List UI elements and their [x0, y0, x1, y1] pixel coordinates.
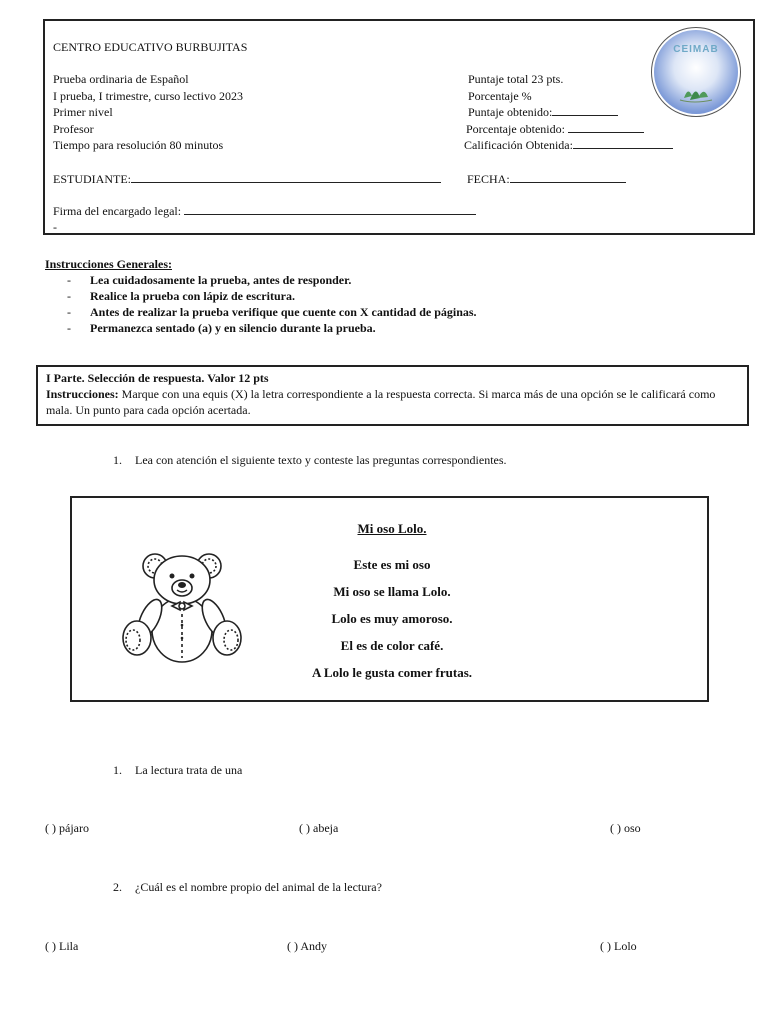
answer-option[interactable]: ( ) Lolo	[600, 939, 637, 953]
instruction-item: - Realice la prueba con lápiz de escritura.	[67, 289, 295, 303]
task-number: 1.	[113, 453, 122, 467]
exam-header	[43, 19, 755, 235]
school-name: CENTRO EDUCATIVO BURBUJITAS	[53, 40, 248, 54]
reading-title: Mi oso Lolo.	[357, 521, 427, 536]
student-label: ESTUDIANTE:	[53, 172, 131, 186]
exam-term: I prueba, I trimestre, curso lectivo 2023	[53, 89, 243, 103]
signature-field[interactable]	[53, 203, 476, 219]
stray-mark: -	[53, 220, 57, 234]
exam-level: Primer nivel	[53, 105, 113, 119]
poem	[242, 498, 542, 700]
task-text: Lea con atención el siguiente texto y conteste las preguntas correspondientes.	[135, 453, 507, 467]
bullet: -	[67, 273, 71, 287]
reading-line: Lolo es muy amoroso.	[331, 611, 453, 626]
answer-option[interactable]: ( ) Andy	[287, 939, 327, 953]
percentage-obtained-field[interactable]	[466, 121, 644, 137]
reading-box	[70, 496, 709, 702]
bullet: -	[67, 321, 71, 335]
instruction-item: - Antes de realizar la prueba verifique que cuente con X cantidad de páginas.	[67, 305, 477, 319]
part-one-instructions-label: Instrucciones:	[46, 387, 119, 401]
instruction-item: - Permanezca sentado (a) y en silencio durante la prueba.	[67, 321, 376, 335]
total-points: Puntaje total 23 pts.	[468, 72, 564, 86]
teddy-bear-icon	[117, 548, 257, 668]
instruction-item: - Lea cuidadosamente la prueba, antes de responder.	[67, 273, 352, 287]
bullet: -	[67, 289, 71, 303]
general-instructions-list	[67, 272, 477, 336]
question-text: ¿Cuál es el nombre propio del animal de la lectura?	[135, 880, 382, 894]
answer-option[interactable]: ( ) pájaro	[45, 821, 89, 835]
question-number: 2.	[113, 880, 122, 894]
part-one-instructions-text: Marque con una equis (X) la letra correspondiente a la respuesta correcta. Si marca más de una opción se le calificará como mala. Un punto para cada opción acertada.	[46, 387, 716, 417]
reading-line: Mi oso se llama Lolo.	[333, 584, 451, 599]
part-one-instructions	[46, 386, 739, 418]
part-one-title: I Parte. Selección de respuesta. Valor 12 pts	[46, 371, 269, 385]
points-obtained-field[interactable]	[468, 104, 618, 120]
percentage-label: Porcentaje %	[468, 89, 532, 103]
exam-name: Prueba ordinaria de Español	[53, 72, 189, 86]
teacher-label: Profesor	[53, 122, 94, 136]
student-field[interactable]	[53, 171, 441, 187]
grade-obtained-field[interactable]	[464, 137, 673, 153]
bullet: -	[67, 305, 71, 319]
answer-option[interactable]: ( ) abeja	[299, 821, 339, 835]
reading-line: A Lolo le gusta comer frutas.	[311, 665, 473, 680]
logo-leaves-icon	[654, 30, 738, 114]
percentage-obtained-label: Porcentaje obtenido:	[466, 122, 565, 136]
exam-time: Tiempo para resolución 80 minutos	[53, 138, 224, 152]
date-field[interactable]	[467, 171, 626, 187]
grade-obtained-label: Calificación Obtenida:	[464, 138, 573, 152]
points-obtained-label: Puntaje obtenido:	[468, 105, 553, 119]
answer-option[interactable]: ( ) oso	[610, 821, 641, 835]
answer-option[interactable]: ( ) Lila	[45, 939, 79, 953]
date-label: FECHA:	[467, 172, 510, 186]
reading-line: El es de color café.	[340, 638, 444, 653]
part-one-box	[36, 365, 749, 426]
reading-line: Este es mi oso	[353, 557, 431, 572]
general-instructions-title: Instrucciones Generales:	[45, 257, 172, 271]
school-logo	[651, 27, 741, 117]
logo-text: CEIMAB	[673, 44, 719, 55]
question-number: 1.	[113, 763, 122, 777]
question-text: La lectura trata de una	[135, 763, 243, 777]
signature-label: Firma del encargado legal:	[53, 204, 182, 218]
